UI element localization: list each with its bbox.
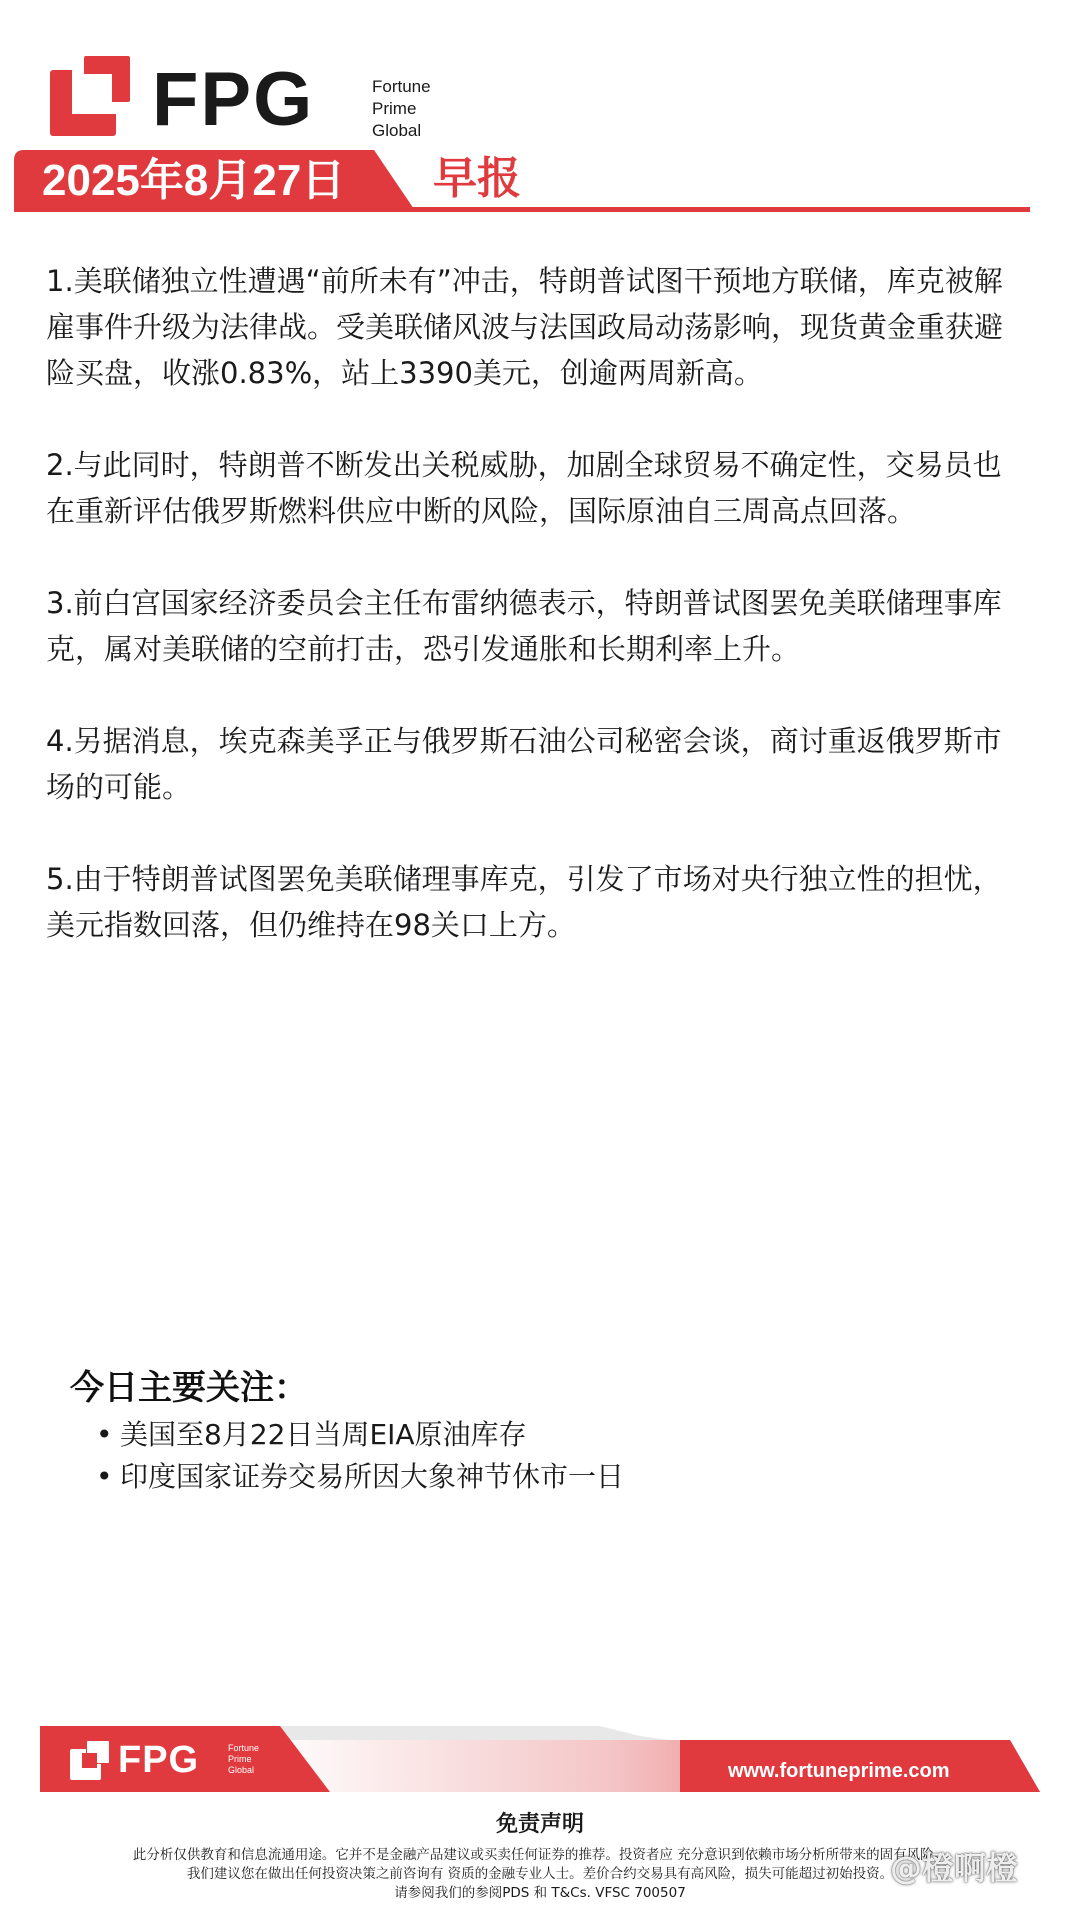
disclaimer-title: 免责声明 — [495, 1812, 584, 1837]
website-link[interactable]: www.fortuneprime.com — [728, 1760, 950, 1782]
focus-item — [96, 1456, 624, 1498]
disclaimer-line: 此分析仅供教育和信息流通用途。它并不是金融产品建议或买卖任何证券的推荐。投资者应 充分意识到依赖市场分析所带来的固有风险。 — [132, 1847, 948, 1863]
disclaimer-line: 请参阅我们的参阅PDS 和 T&Cs. VFSC 700507 — [394, 1885, 686, 1901]
news-item: 3.前白宫国家经济委员会主任布雷纳德表示，特朗普试图罢免美联储理事库克，属对美联储的空前打击，恐引发通胀和长期利率上升。 — [46, 586, 1002, 666]
news-item: 5.由于特朗普试图罢免美联储理事库克，引发了市场对央行独立性的担忧，美元指数回落，但仍维持在98关口上方。 — [46, 862, 1002, 942]
brand-subtitle-line: Prime — [372, 99, 417, 118]
report-type-label: 早报 — [433, 153, 521, 204]
disclaimer-line: 我们建议您在做出任何投资决策之前咨询有 资质的金融专业人士。差价合约交易具有高风险，损失可能超过初始投资。 — [186, 1866, 894, 1882]
news-item: 2.与此同时，特朗普不断发出关税威胁，加剧全球贸易不确定性，交易员也在重新评估俄罗斯燃料供应中断的风险，国际原油自三周高点回落。 — [46, 448, 1002, 528]
footer-subtitle-line: Global — [228, 1765, 255, 1775]
focus-item — [96, 1414, 624, 1456]
focus-item-text: 美国至8月22日当周EIA原油库存 — [120, 1418, 527, 1451]
footer-logo-text: FPG — [118, 1739, 200, 1781]
footer-subtitle-line: Prime — [228, 1754, 252, 1764]
brand-subtitle-line: Global — [372, 121, 422, 140]
bullet-icon: • — [96, 1418, 113, 1451]
bullet-icon: • — [96, 1460, 113, 1493]
footer-logo-icon — [70, 1740, 110, 1780]
report-date: 2025年8月27日 — [42, 156, 346, 205]
header-divider — [14, 207, 1030, 212]
fpg-logo-icon — [50, 52, 134, 136]
footer-subtitle-line: Fortune — [228, 1743, 260, 1753]
brand-logo-text: FPG — [152, 57, 315, 142]
news-item: 4.另据消息，埃克森美孚正与俄罗斯石油公司秘密会谈，商讨重返俄罗斯市场的可能。 — [46, 724, 1002, 804]
footer-logo-subtitle — [228, 1743, 259, 1776]
focus-title: 今日主要关注： — [70, 1368, 308, 1408]
news-item: 1.美联储独立性遭遇“前所未有”冲击，特朗普试图干预地方联储，库克被解雇事件升级为法律战。受美联储风波与法国政局动荡影响，现货黄金重获避险买盘，收涨0.83%，站上3390美元，创逾两周新高。 — [46, 264, 1004, 390]
focus-item-text: 印度国家证券交易所因大象神节休市一日 — [120, 1460, 625, 1493]
focus-list — [96, 1414, 624, 1498]
watermark: @橙啊橙 — [890, 1849, 1019, 1887]
news-list — [46, 258, 1006, 994]
brand-subtitle — [372, 76, 431, 142]
brand-subtitle-line: Fortune — [372, 77, 431, 96]
